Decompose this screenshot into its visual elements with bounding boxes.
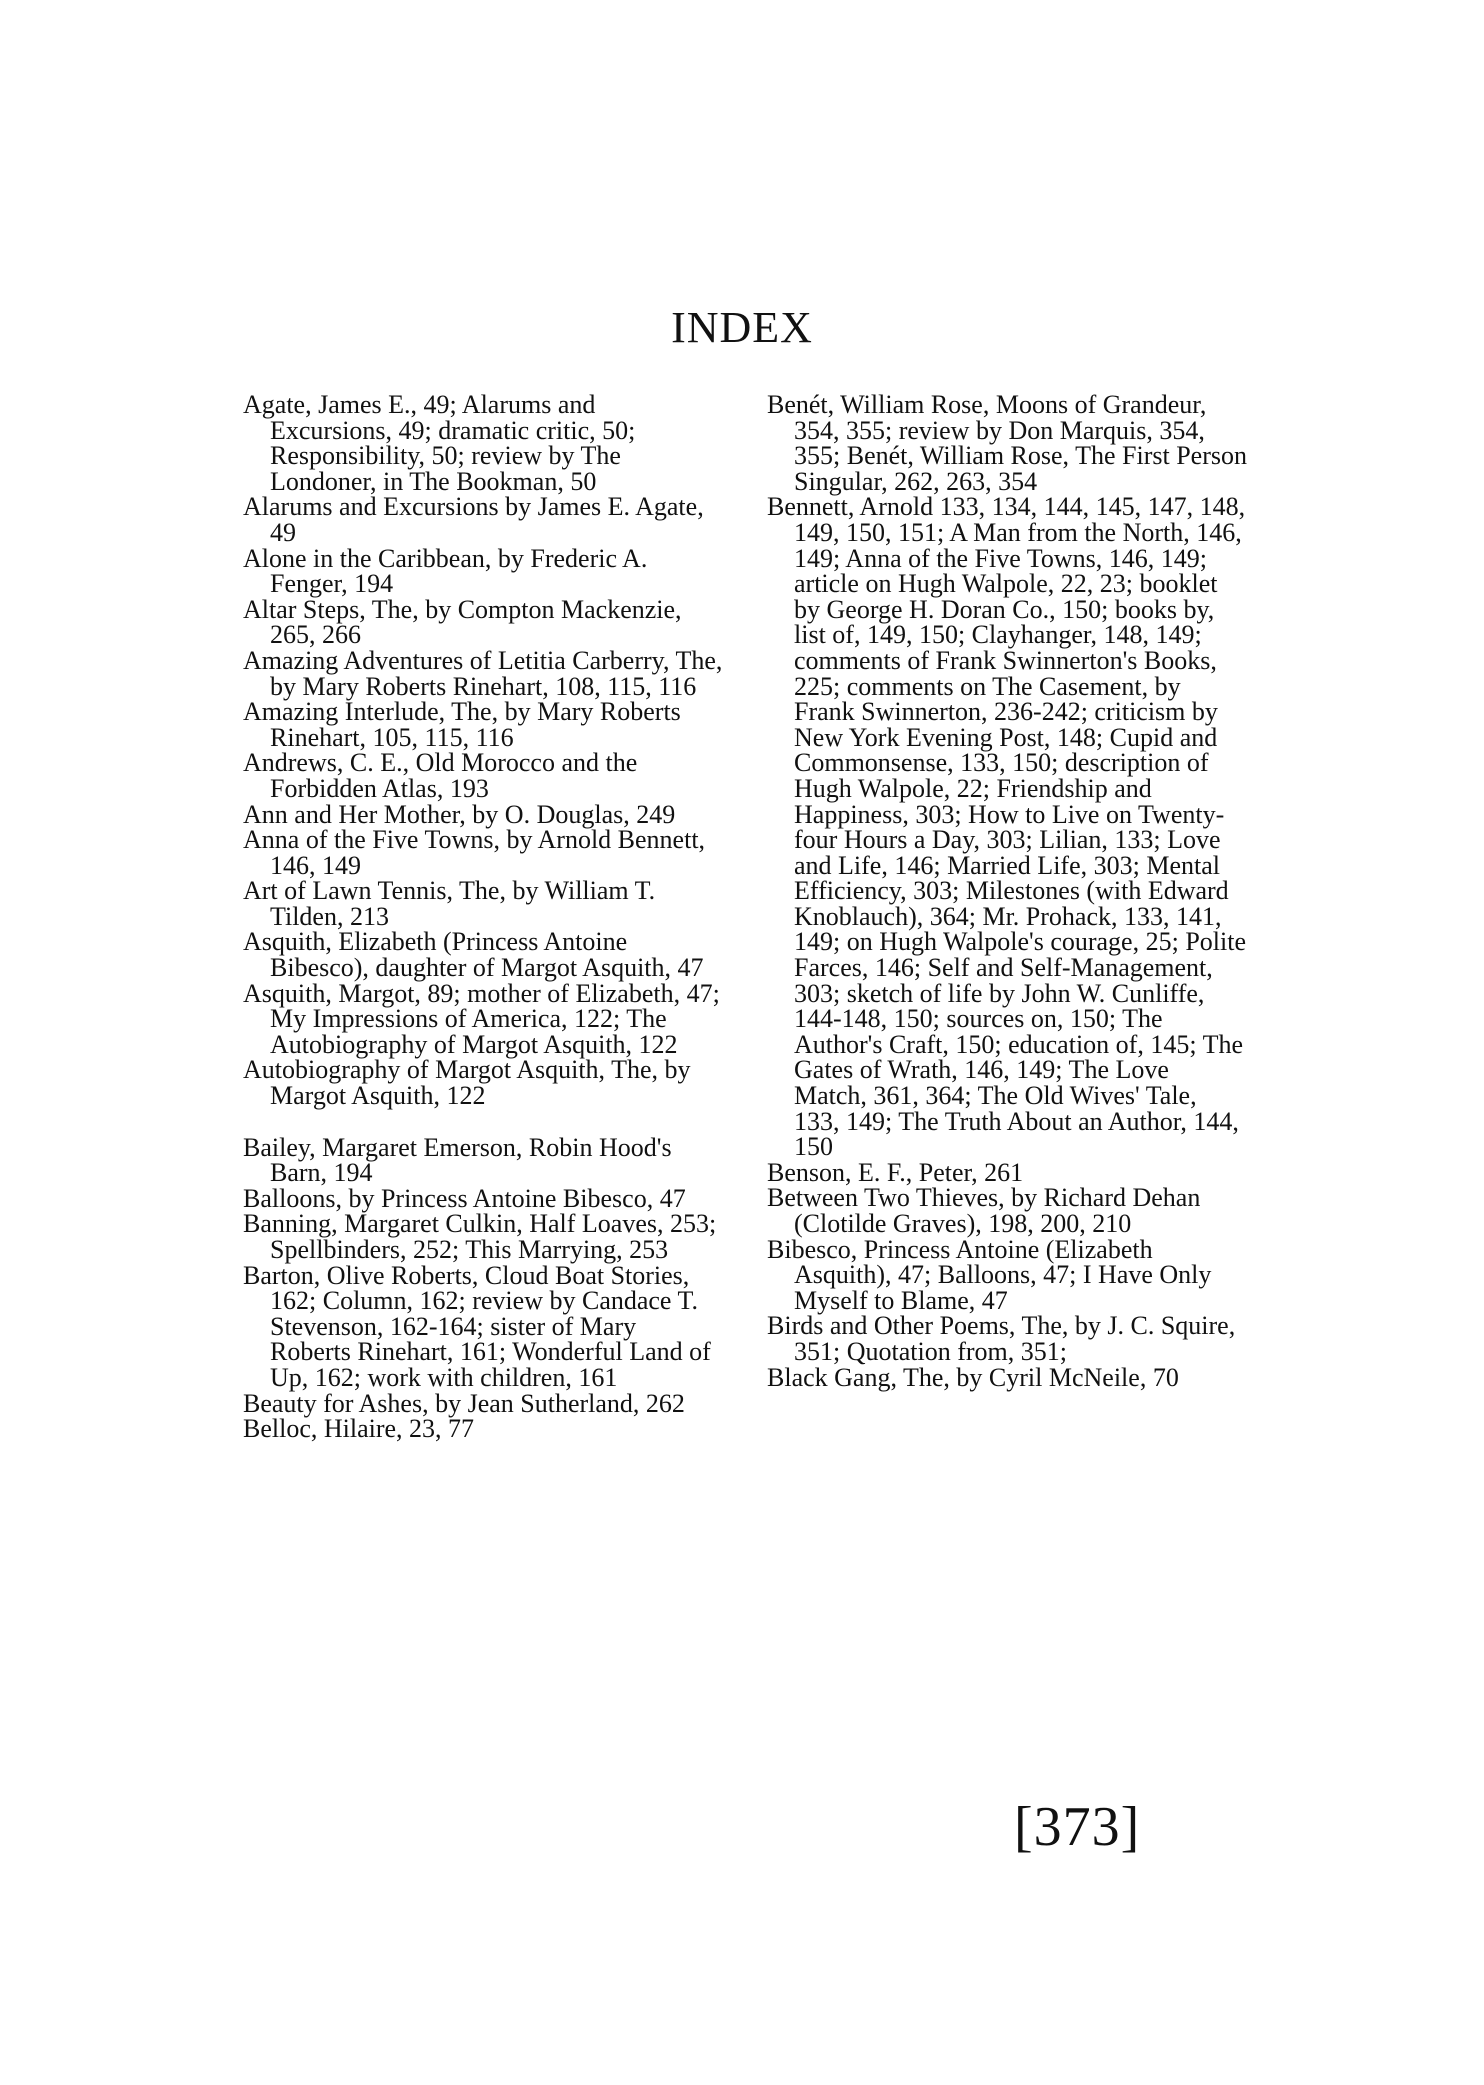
index-entry: Between Two Thieves, by Richard Dehan (Clotilde Graves), 198, 200, 210 xyxy=(767,1183,1201,1238)
index-entry: Bibesco, Princess Antoine (Elizabeth Asquith), 47; Balloons, 47; I Have Only Myself to Blame, 47 xyxy=(767,1234,1212,1315)
index-entry: Bennett, Arnold 133, 134, 144, 145, 147, 148, 149, 150, 151; A Man from the North, 146, 149; Anna of the Five Towns, 146, 149; article on Hugh Walpole, 22, 23; booklet by George H. Doran Co., 150; books by, list of, 149, 150; Clayhanger, 148, 149; comments of Frank Swinnerton's Books, 225; comments on The Casement, by Frank Swinnerton, 236-242; criticism by New York Evening Post, 148; Cupid and Commonsense, 133, 150; description of Hugh Walpole, 22; Friendship and Happiness, 303; How to Live on Twenty-four Hours a Day, 303; Lilian, 133; Love and Life, 146; Married Life, 303; Mental Efficiency, 303; Milestones (with Edward Knoblauch), 364; Mr. Prohack, 133, 141, 149; on Hugh Walpole's courage, 25; Polite Farces, 146; Self and Self-Management, 303; sketch of life by John W. Cunliffe, 144-148, 150; sources on, 150; The Author's Craft, 150; education of, 145; The Gates of Wrath, 146, 149; The Love Match, 361, 364; The Old Wives' Tale, 133, 149; The Truth About an Author, 144, 150 xyxy=(767,492,1246,1162)
index-entry: Autobiography of Margot Asquith, The, by Margot Asquith, 122 xyxy=(243,1055,691,1111)
index-column-left xyxy=(243,392,723,1442)
index-entry: Ann and Her Mother, by O. Douglas, 249 xyxy=(243,799,676,829)
page-title: INDEX xyxy=(671,303,813,352)
index-entry: Birds and Other Poems, The, by J. C. Squire, 351; Quotation from, 351; xyxy=(767,1311,1236,1366)
index-entry: Beauty for Ashes, by Jean Sutherland, 262 xyxy=(243,1388,685,1418)
index-entry: Black Gang, The, by Cyril McNeile, 70 xyxy=(767,1362,1179,1392)
index-column-right xyxy=(767,392,1247,1390)
index-entry: Balloons, by Princess Antoine Bibesco, 47 xyxy=(243,1183,686,1213)
index-entry: Alarums and Excursions by James E. Agate, 49 xyxy=(243,492,704,547)
index-entry: Barton, Olive Roberts, Cloud Boat Stories, 162; Column, 162; review by Candace T. Stevenson, 162-164; sister of Mary Roberts Rinehart, 161; Wonderful Land of Up, 162; work with children, 161 xyxy=(243,1260,711,1392)
index-entry: Amazing Adventures of Letitia Carberry, The, by Mary Roberts Rinehart, 108, 115, 116 xyxy=(243,645,723,701)
index-entry: Banning, Margaret Culkin, Half Loaves, 253; Spellbinders, 252; This Marrying, 253 xyxy=(243,1209,717,1264)
index-entry: Altar Steps, The, by Compton Mackenzie, 265, 266 xyxy=(243,594,682,650)
index-entry: Andrews, C. E., Old Morocco and the Forbidden Atlas, 193 xyxy=(243,748,638,803)
index-entry: Asquith, Margot, 89; mother of Elizabeth, 47; My Impressions of America, 122; The Autobiography of Margot Asquith, 122 xyxy=(243,978,720,1059)
index-entry: Agate, James E., 49; Alarums and Excursions, 49; dramatic critic, 50; Responsibility, 50; review by The Londoner, in The Bookman, 50 xyxy=(243,390,636,496)
index-entry: Benét, William Rose, Moons of Grandeur, 354, 355; review by Don Marquis, 354, 355; Benét, William Rose, The First Person Singular, 262, 263, 354 xyxy=(767,390,1247,496)
index-entry: Alone in the Caribbean, by Frederic A. Fenger, 194 xyxy=(243,543,648,599)
index-entry: Asquith, Elizabeth (Princess Antoine Bibesco), daughter of Margot Asquith, 47 xyxy=(243,927,704,983)
index-entry: Amazing Interlude, The, by Mary Roberts Rinehart, 105, 115, 116 xyxy=(243,697,681,752)
page-number: [373] xyxy=(1014,1796,1141,1858)
index-entry: Anna of the Five Towns, by Arnold Bennett, 146, 149 xyxy=(243,825,706,880)
index-entry: Belloc, Hilaire, 23, 77 xyxy=(243,1414,475,1444)
index-entry: Benson, E. F., Peter, 261 xyxy=(767,1157,1024,1187)
index-entry: Bailey, Margaret Emerson, Robin Hood's Barn, 194 xyxy=(243,1132,672,1188)
index-entry: Art of Lawn Tennis, The, by William T. Tilden, 213 xyxy=(243,876,656,931)
